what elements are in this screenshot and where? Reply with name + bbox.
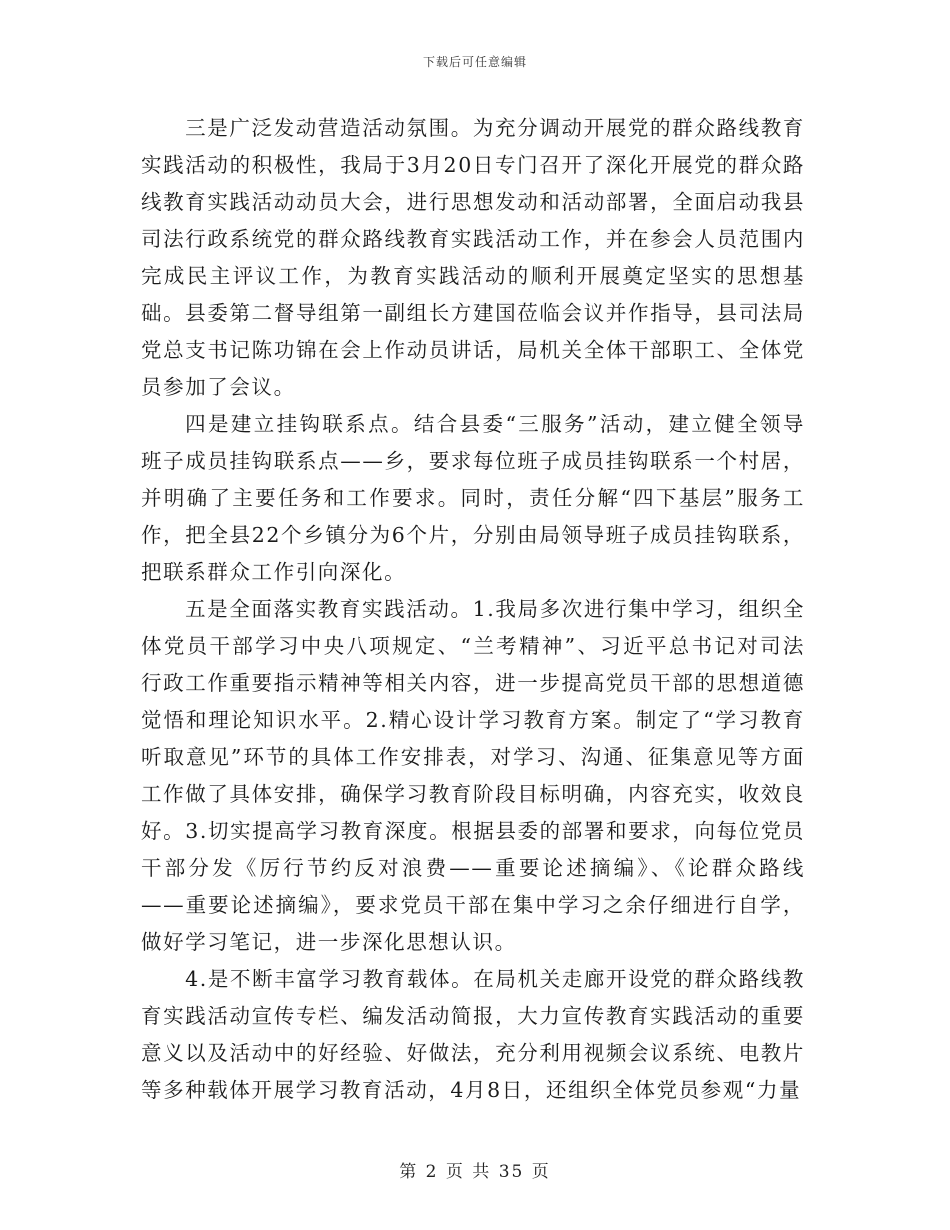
paragraph-three: 三是广泛发动营造活动氛围。为充分调动开展党的群众路线教育实践活动的积极性，我局于3月20日专门召开了深化开展党的群众路线教育实践活动动员大会，进行思想发动和活动部署，全面启动我县司法行政系统党的群众路线教育实践活动工作，并在参会人员范围内完成民主评议工作，为教育实践活动的顺利开展奠定坚实的思想基础。县委第二督导组第一副组长方建国莅临会议并作指导，县司法局党总支书记陈功锦在会上作动员讲话，局机关全体干部职工、全体党员参加了会议。 (141, 116, 805, 399)
paragraph-item-four: 4.是不断丰富学习教育载体。在局机关走廊开设党的群众路线教育实践活动宣传专栏、编发活动简报，大力宣传教育实践活动的重要意义以及活动中的好经验、好做法，充分利用视频会议系统、电教片等多种载体开展学习教育活动，4月8日，还组织全体党员参观“力量 (141, 967, 805, 1102)
footer-label-total: 共 (472, 1162, 492, 1182)
header-note: 下载后可任意编辑 (422, 55, 527, 69)
paragraph-five: 五是全面落实教育实践活动。1.我局多次进行集中学习，组织全体党员干部学习中央八项规定、“兰考精神”、习近平总书记对司法行政工作重要指示精神等相关内容，进一步提高党员干部的思想道德觉悟和理论知识水平。2.精心设计学习教育方案。制定了“学习教育听取意见”环节的具体工作安排表，对学习、沟通、征集意见等方面工作做了具体安排，确保学习教育阶段目标明确，内容充实，收效良好。3.切实提高学习教育深度。根据县委的部署和要求，向每位党员干部分发《厉行节约反对浪费——重要论述摘编》、《论群众路线——重要论述摘编》，要求党员干部在集中学习之余仔细进行自学，做好学习笔记，进一步深化思想认识。 (141, 597, 805, 954)
page-footer (0, 1157, 950, 1182)
footer-label-unit: 页 (445, 1162, 465, 1182)
footer-label-page: 第 (399, 1162, 419, 1182)
footer-total-pages: 35 (498, 1162, 525, 1182)
footer-label-unit-2: 页 (531, 1162, 551, 1182)
document-body (141, 110, 805, 1109)
footer-current-page: 2 (425, 1162, 439, 1182)
paragraph-four: 四是建立挂钩联系点。结合县委“三服务”活动，建立健全领导班子成员挂钩联系点——乡，要求每位班子成员挂钩联系一个村居，并明确了主要任务和工作要求。同时，责任分解“四下基层”服务工作，把全县22个乡镇分为6个片，分别由局领导班子成员挂钩联系，把联系群众工作引向深化。 (141, 412, 805, 584)
